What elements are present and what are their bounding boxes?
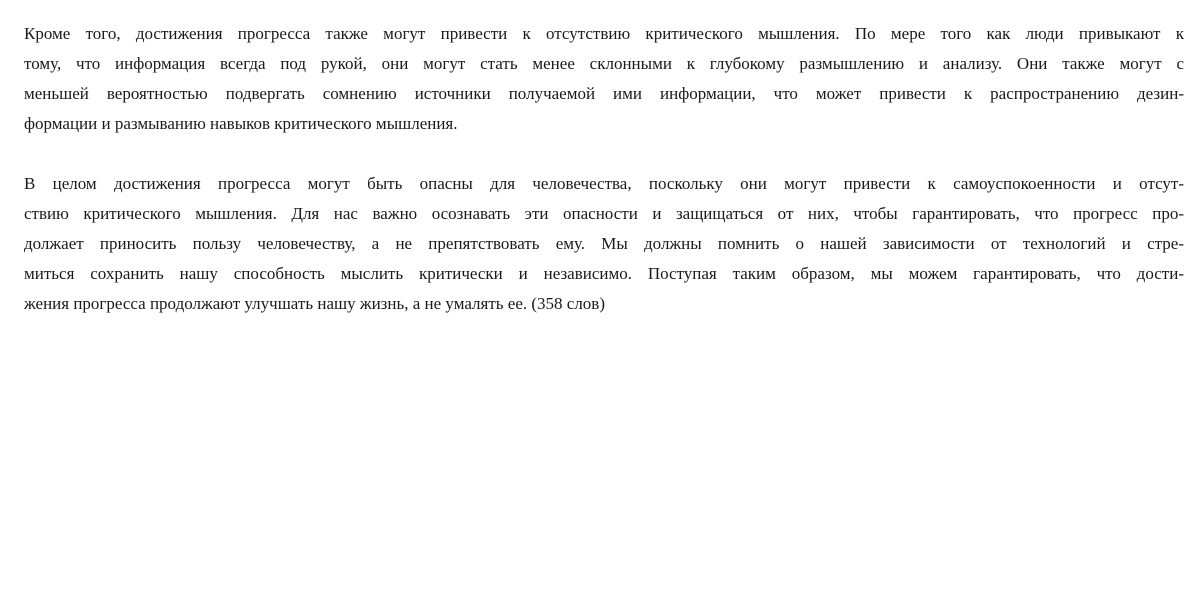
text-line: жения прогресса продолжают улучшать нашу жизнь, а не умалять ее. (358 слов) [24, 294, 605, 313]
text-line: Кроме того, достижения прогресса также могут привести к отсутствию критического мышления. По мере того как люди привыкают к [24, 24, 1184, 43]
text-line: В целом достижения прогресса могут быть опасны для человечества, поскольку они могут привести к самоуспокоенности и отсут- [24, 174, 1184, 193]
text-line: меньшей вероятностью подвергать сомнению источники получаемой ими информации, что может привести к распространению дезин- [24, 84, 1184, 103]
paragraph-conclusion [24, 169, 1184, 319]
text-line: должает приносить пользу человечеству, а не препятствовать ему. Мы должны помнить о нашей зависимости от технологий и стре- [24, 234, 1184, 253]
paragraph-spacer [24, 139, 1184, 169]
text-line: тому, что информация всегда под рукой, они могут стать менее склонными к глубокому размышлению и анализу. Они также могут с [24, 54, 1184, 73]
text-line: ствию критического мышления. Для нас важно осознавать эти опасности и защищаться от них, чтобы гарантировать, что прогресс про- [24, 204, 1184, 223]
text-line: миться сохранить нашу способность мыслить критически и независимо. Поступая таким образом, мы можем гарантировать, что дости- [24, 264, 1184, 283]
paragraph-critical-thinking [24, 19, 1184, 139]
text-line: формации и размыванию навыков критического мышления. [24, 114, 458, 133]
document-body [24, 19, 1184, 319]
